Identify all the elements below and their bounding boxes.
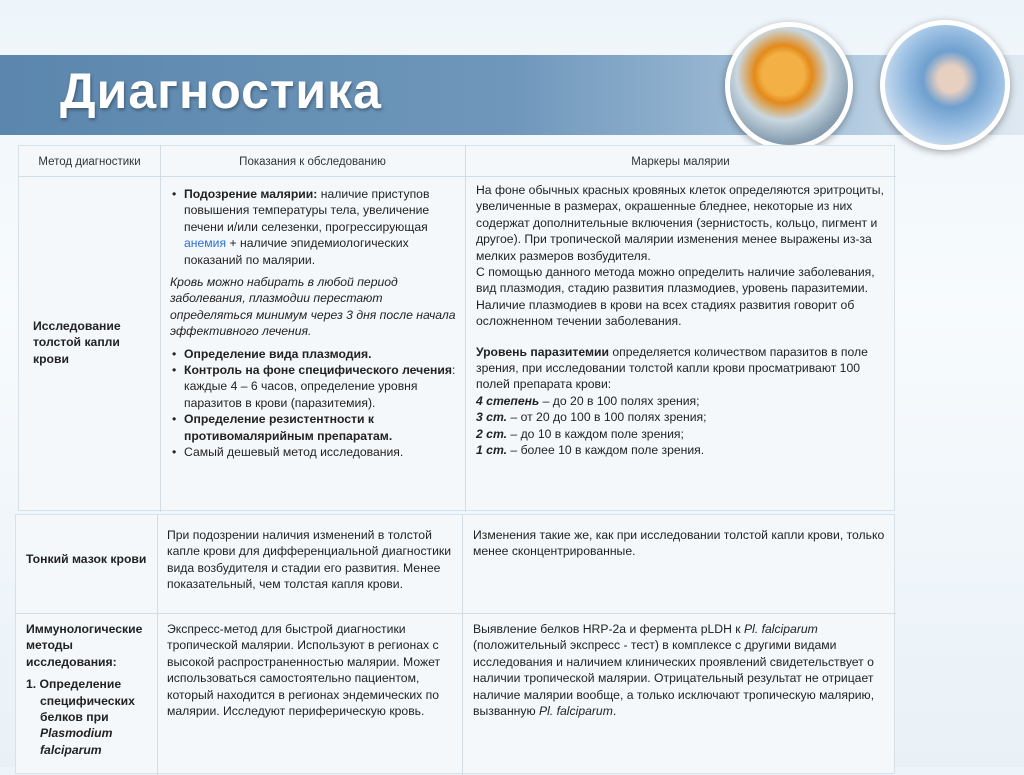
paragraph: Наличие плазмодиев в крови на всех стадиях развития говорит об осложненном течении заболевания. bbox=[476, 297, 855, 329]
indications-thin-smear: При подозрении наличия изменений в толстой капле крови для дифференциальной диагностики вида возбудителя и стадии его развития. Менее показательный, чем толстая капля крови. bbox=[167, 528, 452, 592]
markers-immunological: Выявление белков HRP-2a и фермента pLDH к Pl. falciparum (положительный экспресс - тест) в комплексе с другими видами исследования и наличием клинических проявлений свидетельствует о наличии тропической малярии. Отрицательный результат не отрицает наличие малярии вообще, а только исключают тропическую малярию, вызванную Pl. falciparum. bbox=[473, 622, 875, 719]
list-item: • Определение резистентности к противомалярийным препаратам. bbox=[170, 411, 457, 444]
method-thick-drop: Исследование толстой капли крови bbox=[33, 319, 121, 366]
markers-thick-drop bbox=[468, 182, 896, 459]
doctor-photo bbox=[880, 20, 1010, 150]
slide-title: Диагностика bbox=[60, 63, 382, 119]
paragraph: С помощью данного метода можно определить наличие заболевания, вид плазмодия, стадию развития плазмодиев, уровень паразитемии. bbox=[476, 265, 875, 296]
header-indications: Показания к обследованию bbox=[239, 156, 386, 168]
paragraph: На фоне обычных красных кровяных клеток определяются эритроциты, увеличенные в размерах, окрашенные бледнее, некоторые из них содержат дополнительные включения (зернистость, кольцо, пигмент и другое). При тропической малярии изменения менее выражены из-за мелких размеров возбудителя. bbox=[476, 183, 884, 263]
level-item: 1 ст. – более 10 в каждом поле зрения. bbox=[476, 443, 705, 458]
level-item: 3 ст. – от 20 до 100 в 100 полях зрения; bbox=[476, 410, 707, 425]
markers-thin-smear: Изменения такие же, как при исследовании толстой капли крови, только менее сконцентрированные. bbox=[473, 528, 885, 559]
list-item: • Подозрение малярии: наличие приступов повышения температуры тела, увеличение печени и/или селезенки, прогрессирующая анемия + наличие эпидемиологических показаний по малярии. bbox=[170, 186, 457, 268]
method-thin-smear: Тонкий мазок крови bbox=[26, 552, 147, 566]
list-item: • Самый дешевый метод исследования. bbox=[170, 444, 457, 460]
method-immunological: Иммунологические методы исследования: 1. Определение специфических белков при Plasmodium falciparum bbox=[26, 622, 143, 757]
anemia-link[interactable]: анемия bbox=[184, 236, 227, 251]
paragraph: Уровень паразитемии определяется количеством паразитов в поле зрения, при исследовании толстой капли крови просматривают 100 полей препарата крови: bbox=[476, 344, 868, 392]
indications-immunological: Экспресс-метод для быстрой диагностики тропической малярии. Используют в регионах с высокой распространенностью малярии. Может использоваться самостоятельно пациентом, который находится в регионах эндемических по малярии. Исследуют периферическую кровь. bbox=[167, 622, 441, 719]
diagnostics-table-top bbox=[18, 145, 895, 511]
level-item: 4 степень – до 20 в 100 полях зрения; bbox=[476, 393, 700, 408]
note: Кровь можно набирать в любой период заболевания, плазмодии перестают определяться минимум через 3 дня после начала эффективного лечения. bbox=[170, 275, 456, 339]
indications-thick-drop bbox=[162, 186, 465, 461]
diagnostics-table-bottom bbox=[15, 514, 895, 774]
header-markers: Маркеры малярии bbox=[631, 156, 730, 168]
list-item: • Определение вида плазмодия. bbox=[170, 346, 457, 362]
header-method: Метод диагностики bbox=[38, 156, 141, 168]
list-item: • Контроль на фоне специфического лечения: каждые 4 – 6 часов, определение уровня паразитов в крови (паразитемия). bbox=[170, 362, 457, 411]
pills-photo bbox=[725, 22, 853, 150]
level-item: 2 ст. – до 10 в каждом поле зрения; bbox=[476, 426, 684, 441]
